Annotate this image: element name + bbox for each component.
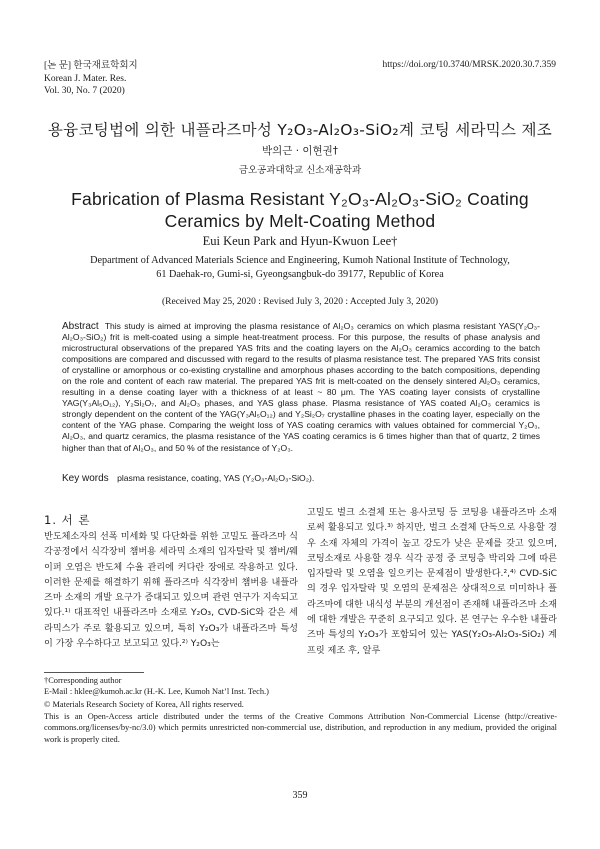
keywords — [62, 473, 540, 484]
title-english-line2: Ceramics by Melt-Coating Method — [164, 211, 436, 231]
affiliation-english-line1: Department of Advanced Materials Science and Engineering, Kumoh National Institute of Technology, — [90, 255, 510, 266]
affiliation-english-line2: 61 Daehak-ro, Gumi-si, Gyeongsangbuk-do 39177, Republic of Korea — [156, 269, 444, 280]
journal-volume: Vol. 30, No. 7 (2020) — [44, 86, 125, 96]
body-left-column: 반도체소자의 선폭 미세화 및 다단화를 위한 고밀도 플라즈마 식각공정에서 식각장비 챔버용 세라믹 소재의 입자탈락 및 챔버/웨이퍼 오염은 반도체 수율 관리에 커다란 장애로 작용하고 있다. 이러한 문제를 해결하기 위해 플라즈마 식각장비 챔버용 내플라즈마 소재의 개발 요구가 증대되고 있으며 관련 연구가 지속되고 있다.¹⁾ 대표적인 내플라즈마 소재로 Y₂O₃, CVD-SiC와 같은 세라믹스가 주로 활용되고 있으며, 특히 Y₂O₃가 내플라즈마 특성이 가장 우수하다고 보고되고 있다.²⁾ Y₂O₃는 — [44, 532, 298, 650]
abstract-text: This study is aimed at improving the plasma resistance of Al₂O₃ ceramics on which plasma resistant YAS(Y₂O₃-Al₂O₃-SiO₂) frit is melt-coated using a simple heat-treatment process. For this purpose, the results of phase analysis and microstructural observations of the prepared YAS frits and the coating layers on the Al₂O₃ ceramics according to the batch compositions are compared and discussed with regard to the results of plasma resistance test. The prepared YAS frits consist of crystalline or amorphous or co-existing crystalline and amorphous phases according to the batch compositions, depending on the role and content of each raw material. The prepared YAS frit is melt-coated on the densely sintered Al₂O₃ ceramics, resulting in a dense coating layer with a thickness of at least ~ 80 μm. The YAS coating layer consists of crystalline YAG(Y₃Al₅O₁₂), Y₂Si₂O₇, and Al₂O₃ phases, and YAS glass phase. Plasma resistance of YAS coated Al₂O₃ ceramics is strongly dependent on the content of the YAG(Y₃Al₅O₁₂) and Y₂Si₂O₇ crystalline phases in the coating layer, especially on the content of the YAG phase. Comparing the weight loss of YAS coating ceramics with values obtained for commercial Y₂O₃, Al₂O₃, and quartz ceramics, the plasma resistance of the YAS coating ceramics is 6 times higher than that of quartz, 2 times higher than that of Al₂O₃, and 50 % of the resistance of Y₂O₃. — [62, 321, 540, 453]
journal-header — [44, 60, 138, 98]
journal-name-en: Korean J. Mater. Res. — [44, 73, 127, 84]
footnote-email: E-Mail : hklee@kumoh.ac.kr (H.-K. Lee, Kumoh Nat’l Inst. Tech.) — [44, 687, 269, 697]
keywords-text: plasma resistance, coating, YAS (Y₂O₃-Al₂O₃-SiO₂). — [117, 473, 315, 483]
affiliation-english — [0, 254, 600, 282]
body-right-column: 고밀도 벌크 소결체 또는 용사코팅 등 코팅용 내플라즈마 소재로써 활용되고 있다.³⁾ 하지만, 벌크 소결체 단독으로 사용할 경우 소재 자체의 가격이 높고 강도가 낮은 문제를 갖고 있으며, 코팅소재로 사용할 경우 식각 공정 중 코팅층 박리와 그에 따른 입자탈락 및 오염을 일으키는 문제점이 발생한다.²,⁴⁾ CVD-SiC의 경우 입자탈락 및 오염의 문제점은 상대적으로 미미하나 플라즈마에 대한 내식성 부분의 개선점이 존재해 내플라즈마 소재에 대한 개발은 꾸준히 요구되고 있다. 본 연구는 우수한 내플라즈마 특성의 Y₂O₃가 포함되어 있는 YAS(Y₂O₃-Al₂O₃-SiO₂) 계 프릿 제조 후, 알루 — [307, 508, 557, 656]
footnote — [44, 675, 269, 697]
title-korean: 용융코팅법에 의한 내플라즈마성 Y₂O₃-Al₂O₃-SiO₂계 코팅 세라믹스 제조 — [47, 121, 553, 139]
doi-link[interactable]: https://doi.org/10.3740/MRSK.2020.30.7.359 — [382, 60, 556, 70]
page-number: 359 — [292, 790, 308, 801]
authors-korean: 박의근 · 이현권† — [261, 145, 339, 157]
footnote-corresponding: †Corresponding author — [44, 676, 122, 685]
authors-english: Eui Keun Park and Hyun-Kwuon Lee† — [202, 234, 398, 248]
title-english — [0, 188, 600, 232]
section-heading-introduction: 1. 서 론 — [44, 513, 91, 527]
license-text: This is an Open-Access article distributed under the terms of the Creative Commons Attribution Non-Commercial License (http://creative-commons.org/licenses/by-nc/3.0) which permits unrestricted non-commercial use, distribution, and reproduction in any medium, provided the original work is properly cited. — [44, 711, 557, 744]
received-dates: (Received May 25, 2020 : Revised July 3, 2020 : Accepted July 3, 2020) — [162, 297, 438, 307]
copyright-line: © Materials Research Society of Korea, All rights reserved. — [44, 700, 244, 709]
journal-name-ko: [논 문] 한국재료학회지 — [44, 61, 138, 71]
copyright-notice — [44, 699, 557, 745]
keywords-label: Key words — [62, 473, 109, 484]
abstract — [62, 321, 540, 454]
title-english-line1: Fabrication of Plasma Resistant Y₂O₃-Al₂O₃-SiO₂ Coating — [71, 189, 529, 209]
footnote-divider — [44, 672, 144, 673]
affiliation-korean: 금오공과대학교 신소재공학과 — [238, 165, 362, 176]
abstract-label: Abstract — [62, 321, 99, 332]
